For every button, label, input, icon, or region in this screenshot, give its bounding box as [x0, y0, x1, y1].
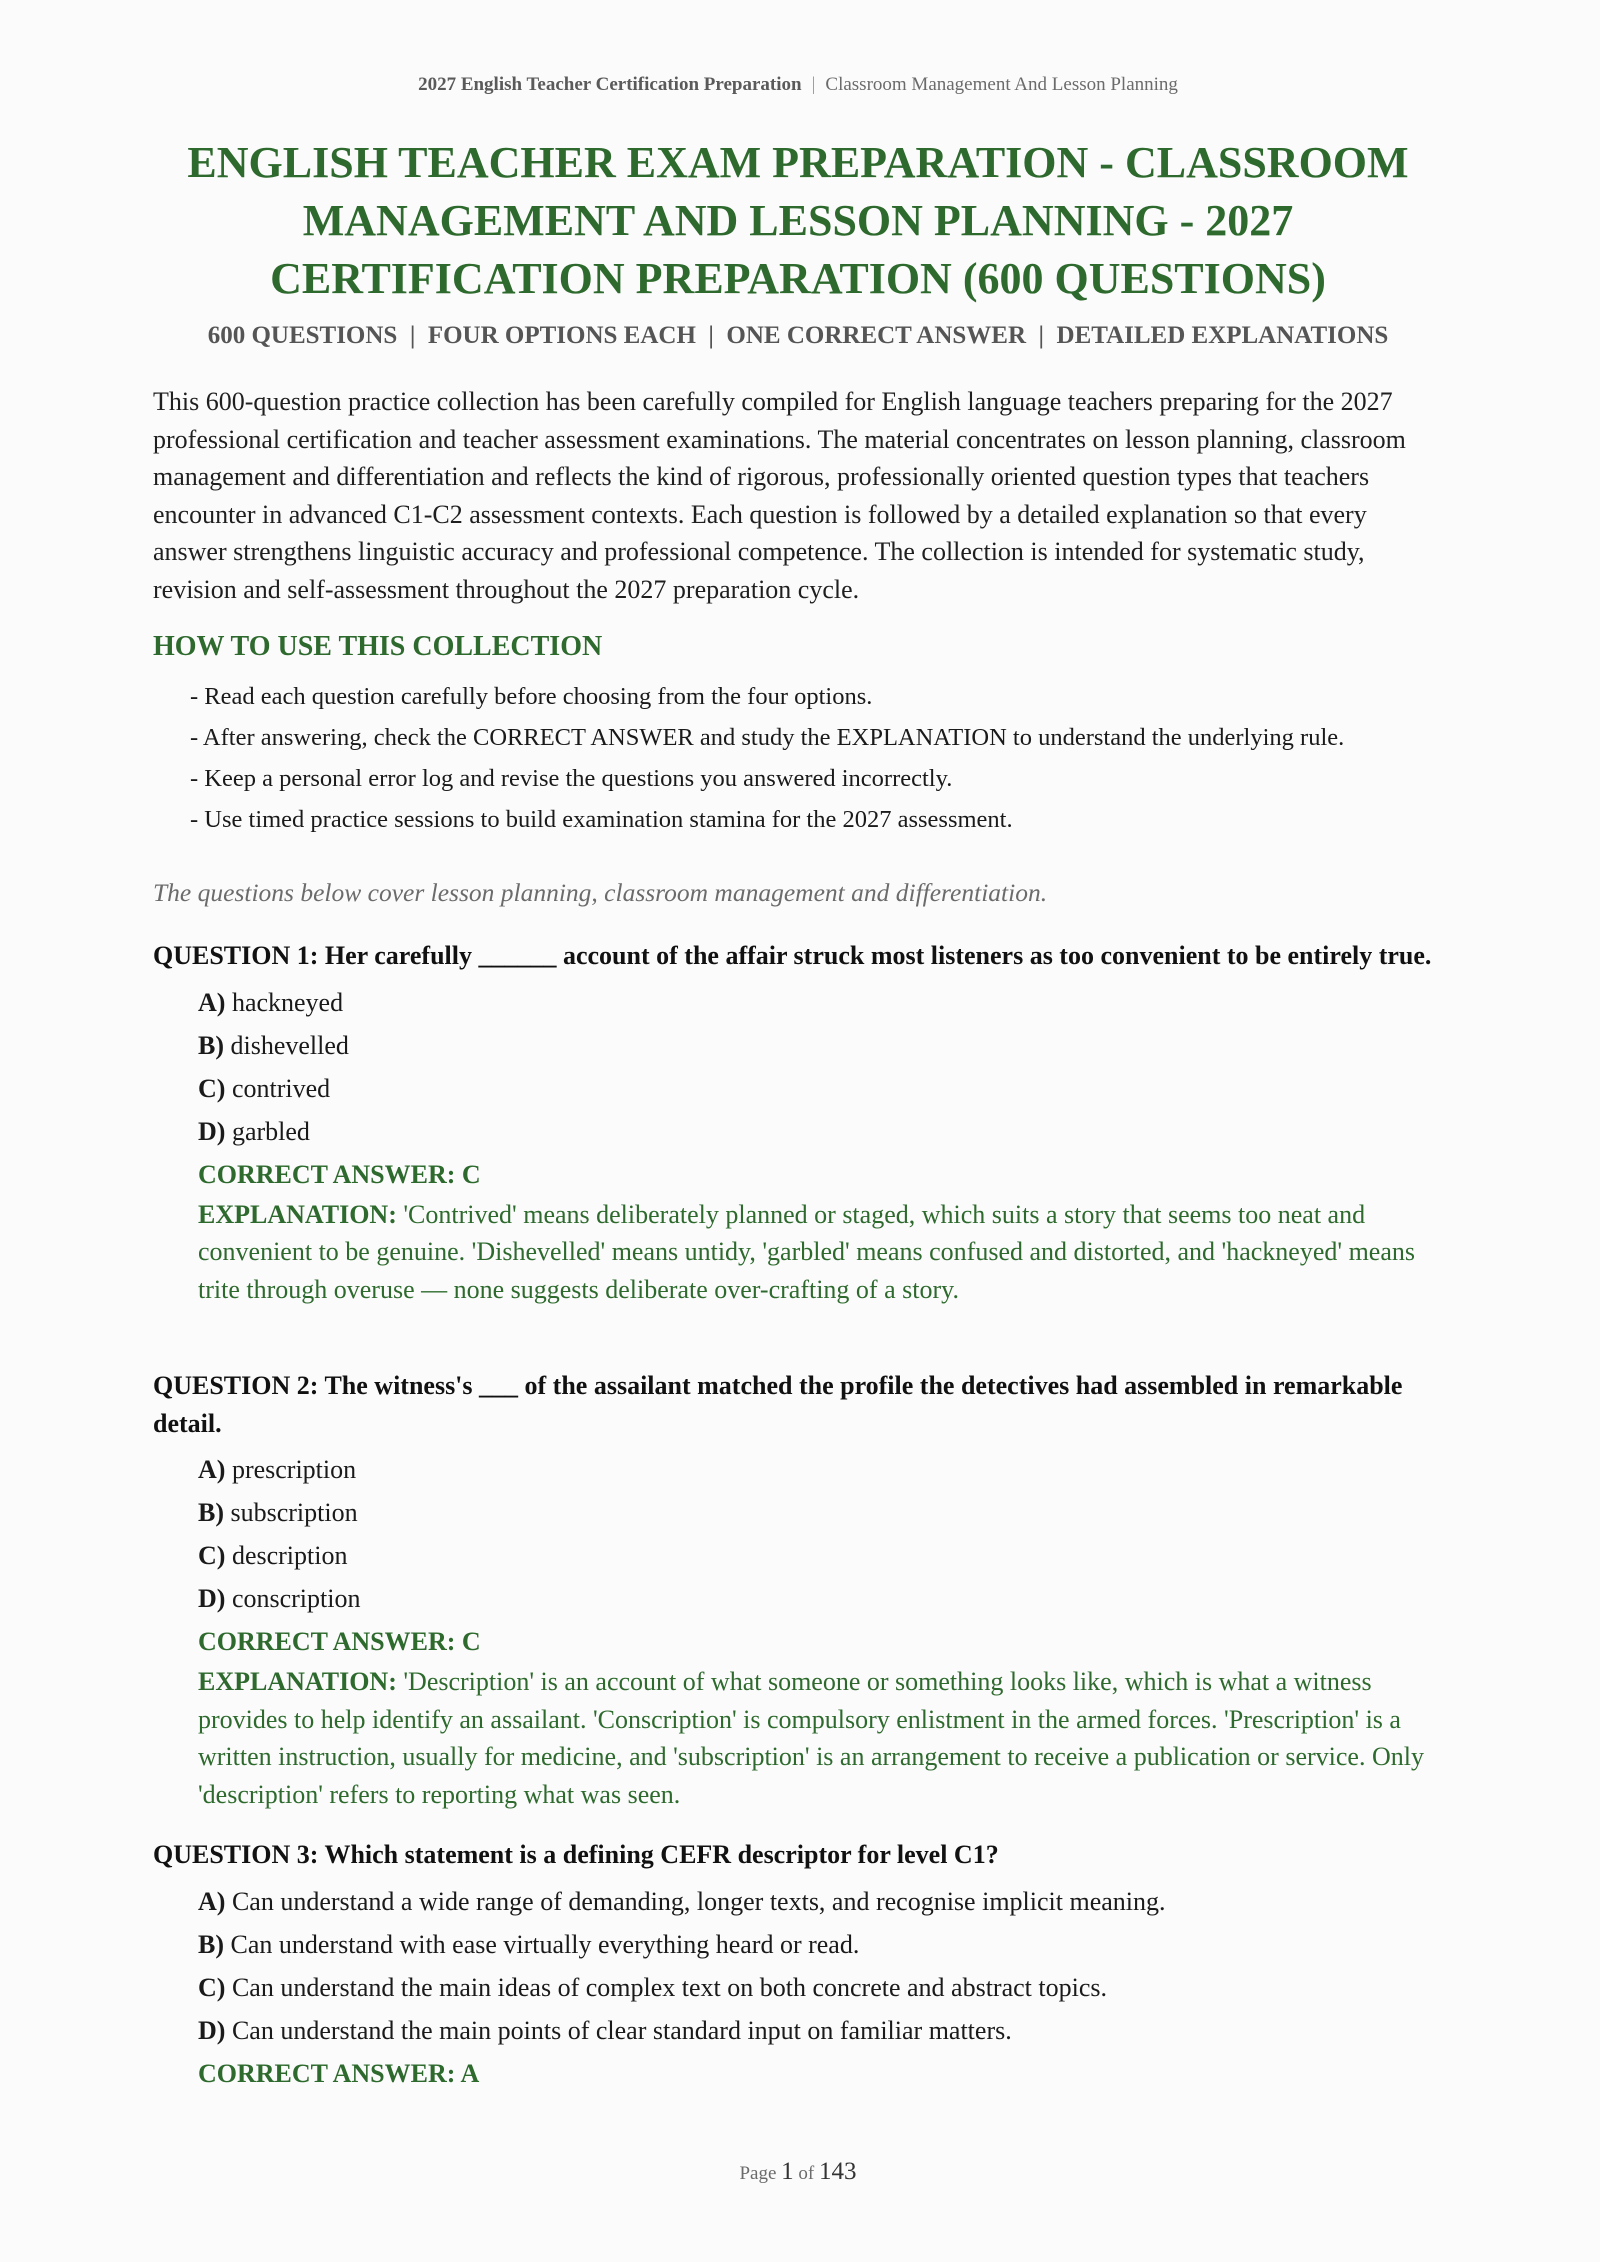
- explanation: [198, 1663, 1443, 1813]
- option-letter: B): [198, 1030, 224, 1060]
- explanation-label: EXPLANATION:: [198, 1199, 397, 1229]
- option-text: Can understand with ease virtually everything heard or read.: [230, 1929, 860, 1959]
- total-pages: 143: [819, 2158, 857, 2185]
- option-item: [198, 1067, 1443, 1110]
- option-letter: C): [198, 1972, 226, 2002]
- question-stem: QUESTION 2: The witness's ___ of the assailant matched the profile the detectives had assembled in remarkable detail.: [153, 1371, 1403, 1438]
- option-text: contrived: [231, 1073, 331, 1103]
- running-header-left: 2027 English Teacher Certification Preparation: [418, 74, 802, 95]
- page-number: 1: [781, 2158, 794, 2185]
- howto-list: [190, 679, 1443, 843]
- page-footer: [153, 2158, 1443, 2186]
- option-text: hackneyed: [231, 987, 344, 1017]
- howto-item: - Read each question carefully before choosing from the four options.: [190, 683, 873, 710]
- option-text: dishevelled: [230, 1030, 349, 1060]
- howto-item: - Use timed practice sessions to build examination stamina for the 2027 assessment.: [190, 806, 1013, 833]
- option-list: [198, 981, 1443, 1153]
- intro-paragraph: This 600-question practice collection has been carefully compiled for English language teachers preparing for the 2027 professional certification and teacher assessment examinations. The material concentrates on lesson planning, classroom management and differentiation and reflects the kind of rigorous, professionally oriented question types that teachers encounter in advanced C1-C2 assessment contexts. Each question is followed by a detailed explanation so that every answer strengthens linguistic accuracy and professional competence. The collection is intended for systematic study, revision and self-assessment throughout the 2027 preparation cycle.: [153, 387, 1406, 604]
- title-line: CERTIFICATION PREPARATION (600 QUESTIONS): [270, 254, 1326, 303]
- correct-answer: CORRECT ANSWER: C: [198, 1627, 481, 1656]
- document-subtitle: 600 QUESTIONS | FOUR OPTIONS EACH | ONE CORRECT ANSWER | DETAILED EXPLANATIONS: [207, 322, 1389, 349]
- option-text: subscription: [230, 1498, 358, 1527]
- of-word: of: [798, 2163, 815, 2184]
- running-header-separator: |: [811, 74, 816, 95]
- option-item: [198, 1880, 1443, 1923]
- document-title: [153, 134, 1443, 308]
- running-header: [153, 74, 1443, 96]
- option-item: [198, 1448, 1443, 1491]
- running-header-right: Classroom Management And Lesson Planning: [825, 74, 1178, 95]
- question-stem: QUESTION 3: Which statement is a defining CEFR descriptor for level C1?: [153, 1840, 999, 1869]
- howto-item: - After answering, check the CORRECT ANSWER and study the EXPLANATION to understand the underlying rule.: [190, 724, 1345, 751]
- option-letter: C): [198, 1541, 226, 1570]
- title-line: MANAGEMENT AND LESSON PLANNING - 2027: [302, 196, 1294, 245]
- option-letter: D): [198, 1116, 226, 1146]
- option-text: Can understand the main ideas of complex text on both concrete and abstract topics.: [231, 1972, 1107, 2002]
- page-word: Page: [739, 2163, 777, 2184]
- explanation-label: EXPLANATION:: [198, 1667, 397, 1696]
- howto-heading: HOW TO USE THIS COLLECTION: [153, 631, 603, 662]
- explanation-text: 'Contrived' means deliberately planned or staged, which suits a story that seems too neat and convenient to be genuine. 'Dishevelled' means untidy, 'garbled' means confused and distorted, and 'hackneyed' means trite through overuse — none suggests deliberate over-crafting of a story.: [198, 1199, 1415, 1304]
- option-text: Can understand a wide range of demanding, longer texts, and recognise implicit meaning.: [231, 1886, 1166, 1916]
- option-letter: D): [198, 1584, 226, 1613]
- option-letter: C): [198, 1073, 226, 1103]
- option-letter: B): [198, 1498, 224, 1527]
- option-item: [198, 1577, 1443, 1620]
- option-list: [198, 1880, 1443, 2052]
- option-item: [198, 1534, 1443, 1577]
- option-item: [198, 1923, 1443, 1966]
- question-stem: QUESTION 1: Her carefully ______ account of the affair struck most listeners as too convenient to be entirely true.: [153, 941, 1432, 970]
- option-item: [198, 1966, 1443, 2009]
- option-item: [198, 1024, 1443, 1067]
- option-letter: A): [198, 1455, 226, 1484]
- option-text: conscription: [231, 1584, 361, 1613]
- option-text: prescription: [231, 1455, 357, 1484]
- option-text: description: [231, 1541, 348, 1570]
- correct-answer: CORRECT ANSWER: A: [198, 2058, 480, 2088]
- question-block: [153, 937, 1443, 1308]
- question-block: [153, 1836, 1443, 2095]
- option-text: Can understand the main points of clear standard input on familiar matters.: [231, 2015, 1012, 2045]
- option-text: garbled: [231, 1116, 310, 1146]
- scope-note: The questions below cover lesson planning, classroom management and differentiation.: [153, 878, 1048, 907]
- option-letter: D): [198, 2015, 226, 2045]
- title-line: ENGLISH TEACHER EXAM PREPARATION - CLASSROOM: [187, 138, 1409, 187]
- option-item: [198, 1491, 1443, 1534]
- explanation: [198, 1196, 1443, 1309]
- correct-answer: CORRECT ANSWER: C: [198, 1159, 481, 1189]
- option-letter: A): [198, 1886, 226, 1916]
- option-list: [198, 1448, 1443, 1620]
- option-item: [198, 2009, 1443, 2052]
- option-item: [198, 981, 1443, 1024]
- document-page: [153, 0, 1443, 2262]
- option-letter: A): [198, 987, 226, 1017]
- question-block: [153, 1367, 1443, 1813]
- option-item: [198, 1110, 1443, 1153]
- howto-item: - Keep a personal error log and revise the questions you answered incorrectly.: [190, 765, 953, 792]
- explanation-text: 'Description' is an account of what someone or something looks like, which is what a witness provides to help identify an assailant. 'Conscription' is compulsory enlistment in the armed forces. 'Prescription' is a written instruction, usually for medicine, and 'subscription' is an arrangement to receive a publication or service. Only 'description' refers to reporting what was seen.: [198, 1667, 1424, 1809]
- option-letter: B): [198, 1929, 224, 1959]
